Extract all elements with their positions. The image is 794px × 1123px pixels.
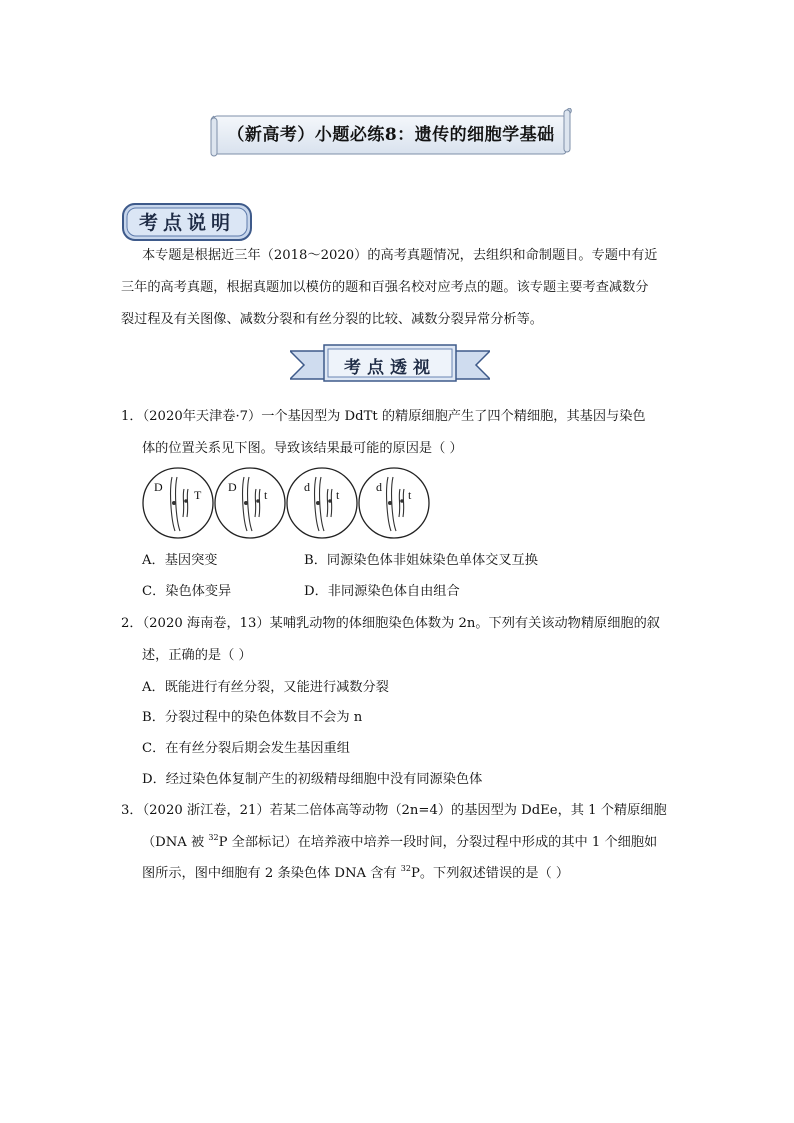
cell1-left-label: D xyxy=(154,480,163,494)
q3-line-3-superscript: 32 xyxy=(400,864,411,873)
q3-line-3-end: P。下列叙述错误的是（ ） xyxy=(410,866,570,881)
q2-line-2: 述，正确的是（ ） xyxy=(142,648,252,663)
cell2-left-label: D xyxy=(228,480,237,494)
cell1-right-label: T xyxy=(194,488,202,502)
cell2-right-label: t xyxy=(264,488,268,502)
q2-line-1: 2．（2020 海南卷，13）某哺乳动物的体细胞染色体数为 2n。下列有关该动物精原细胞的叙 xyxy=(121,616,660,631)
q1-option-b: B．同源染色体非姐妹染色单体交叉互换 xyxy=(304,553,538,568)
q3-line-2 xyxy=(142,831,657,850)
page-title: （新高考）小题必练8：遗传的细胞学基础 xyxy=(227,125,555,145)
q1-line-2: 体的位置关系见下图。导致该结果最可能的原因是（ ） xyxy=(142,441,463,456)
title-banner xyxy=(208,108,574,158)
q2-option-b: B．分裂过程中的染色体数目不会为 n xyxy=(142,710,363,725)
q3-line-2-superscript: 32 xyxy=(208,833,219,842)
cell4-left-label: d xyxy=(376,480,382,494)
q1-option-a: A．基因突变 xyxy=(142,553,218,568)
intro-line-2: 三年的高考真题，根据真题加以模仿的题和百强名校对应考点的题。该专题主要考查减数分 xyxy=(121,280,649,295)
q3-line-1: 3．（2020 浙江卷，21）若某二倍体高等动物（2n=4）的基因型为 DdEe，其 1 个精原细胞 xyxy=(121,803,667,818)
cell3-left-label: d xyxy=(304,480,310,494)
q3-line-2-end: P 全部标记）在培养液中培养一段时间，分裂过程中形成的其中 1 个细胞如 xyxy=(218,835,658,850)
sperm-cells-diagram xyxy=(142,465,432,543)
section-ribbon-label: 考点透视 xyxy=(344,358,436,378)
section-badge-label: 考点说明 xyxy=(138,212,235,234)
intro-line-3: 裂过程及有关图像、减数分裂和有丝分裂的比较、减数分裂异常分析等。 xyxy=(121,312,543,327)
q2-option-d: D．经过染色体复制产生的初级精母细胞中没有同源染色体 xyxy=(142,772,483,787)
section-ribbon-perspective xyxy=(290,343,490,385)
q3-line-3 xyxy=(142,862,569,881)
q1-option-d: D．非同源染色体自由组合 xyxy=(304,584,460,599)
cell4-right-label: t xyxy=(408,488,412,502)
q3-line-3-start: 图所示，图中细胞有 2 条染色体 DNA 含有 xyxy=(142,866,401,881)
intro-line-1: 本专题是根据近三年（2018～2020）的高考真题情况，去组织和命制题目。专题中有近 xyxy=(142,248,658,263)
section-badge-explanation xyxy=(121,202,253,242)
q2-option-c: C．在有丝分裂后期会发生基因重组 xyxy=(142,741,350,756)
q1-line-1: 1．（2020年天津卷·7）一个基因型为 DdTt 的精原细胞产生了四个精细胞，其基因与染色 xyxy=(121,409,646,424)
cell3-right-label: t xyxy=(336,488,340,502)
q1-option-c: C．染色体变异 xyxy=(142,584,232,599)
q3-line-2-start: （DNA 被 xyxy=(142,835,209,850)
q2-option-a: A．既能进行有丝分裂，又能进行减数分裂 xyxy=(142,680,389,695)
q1-cell-figure xyxy=(142,465,432,543)
